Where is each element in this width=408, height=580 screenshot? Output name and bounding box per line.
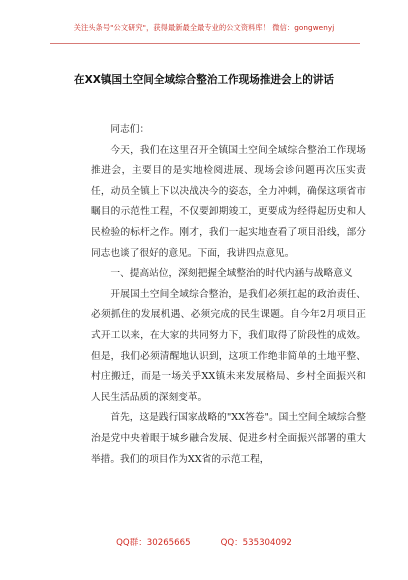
- footer-qq-group: QQ群：30265665: [116, 538, 191, 548]
- body-paragraph: 开展国土空间全域综合整治，是我们必须扛起的政治责任、必须抓住的发展机遇、必须完成的民生课题。自今年2月项目正式开工以来，在大家的共同努力下，我们取得了阶段性的成效。但是，我们必须清醒地认识到，这项工作绝非简单的土地平整、村庄搬迁，而是一场关乎XX镇未来发展格局、乡村全面振兴和人民生活品质的深刻变革。: [91, 288, 366, 403]
- footer-contact: [0, 536, 408, 548]
- salutation-paragraph: 同志们：: [110, 124, 150, 135]
- document-title: 在XX镇国土空间全域综合整治工作现场推进会上的讲话: [74, 74, 334, 86]
- footer-qq-number: QQ：535304092: [220, 538, 292, 548]
- section-heading: 一、提高站位，深刻把握全域整治的时代内涵与战略意义: [110, 268, 353, 280]
- intro-paragraph: 今天，我们在这里召开全镇国土空间全域综合整治工作现场推进会，主要目的是实地检阅进展、现场会诊问题再次压实责任，动员全镇上下以决战决今的姿态，全力冲刺，确保这项省市瞩目的示范性工程，不仅要卸期竣工，更要成为经得起历史和人民检验的标杆之作。刚才，我们一起实地查看了项目沿线，部分同志也谈了很好的意见。下面，我讲四点意见。: [91, 144, 366, 259]
- body-paragraph: 首先，这是践行国家战略的"XX答卷"。国土空间全域综合整治是党中央着眼于城乡融合发展、促进乡村全面振兴部署的重大举措。我们的项目作为XX省的示范工程，: [91, 412, 366, 465]
- header-banner: 关注头条号"公文研究"，获得最新最全最专业的公文资料库！ 微信：gongwenyj: [73, 23, 335, 32]
- header-divider: [50, 43, 360, 44]
- document-body: [91, 120, 366, 470]
